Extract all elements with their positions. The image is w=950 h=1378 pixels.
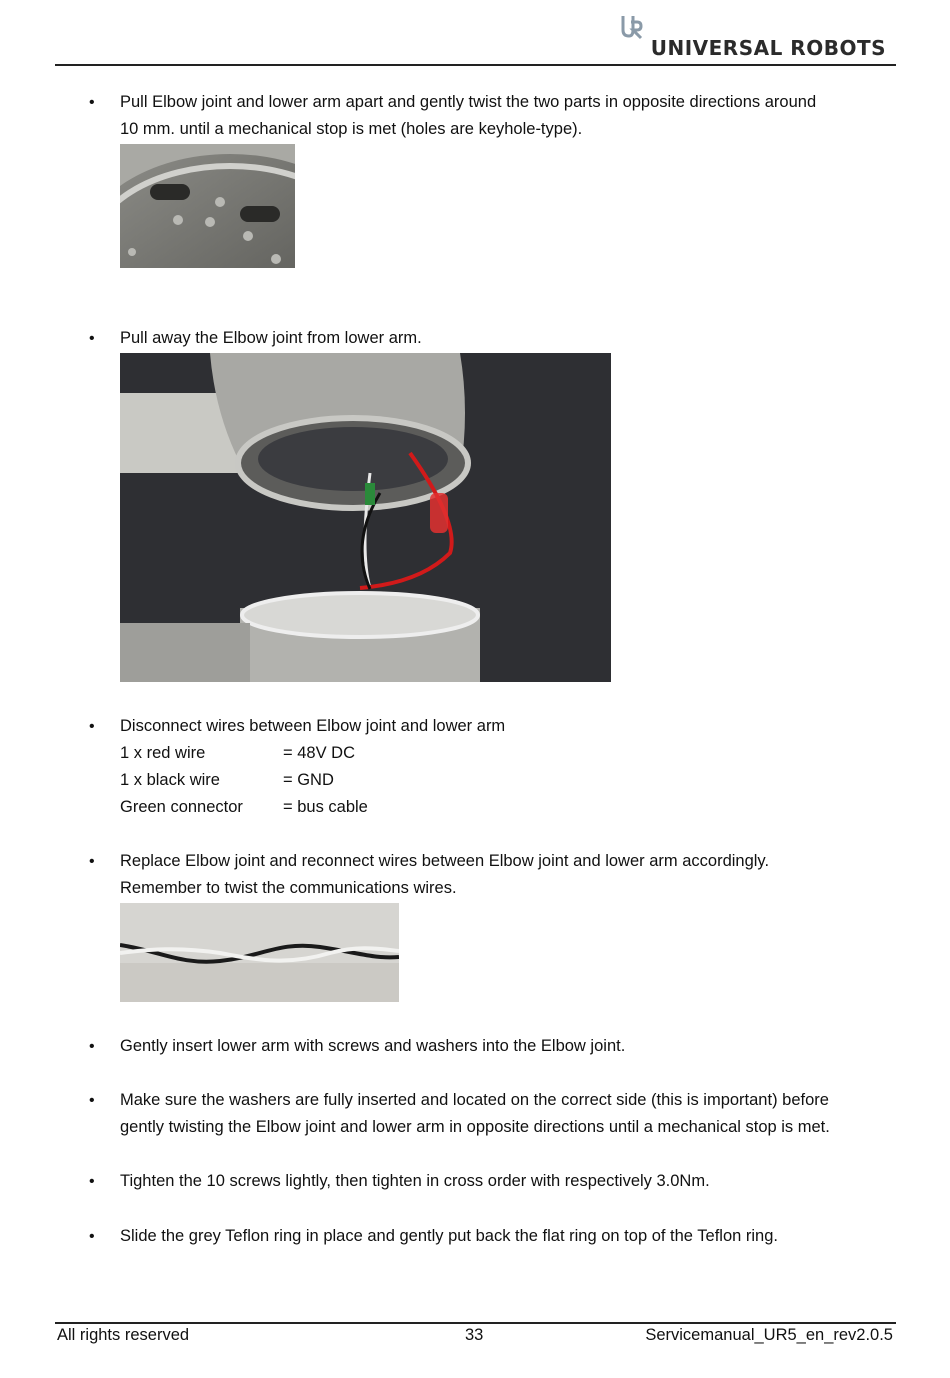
bullet: • [89,1228,95,1245]
keyhole-flange-photo [120,144,295,268]
logo-text: UNIVERSAL ROBOTS [650,36,886,60]
wire-value: = 48V DC [283,744,355,762]
step-8-line-1: Slide the grey Teflon ring in place and gently put back the flat ring on top of the Teflon ring. [120,1227,778,1245]
wire-row [120,740,355,767]
step-5-line-1: Gently insert lower arm with screws and washers into the Elbow joint. [120,1037,626,1055]
step-2-line-1: Pull away the Elbow joint from lower arm. [120,329,422,347]
footer-rights: All rights reserved [57,1326,190,1344]
wire-label: 1 x red wire [120,744,206,762]
step-7-line-1: Tighten the 10 screws lightly, then tighten in cross order with respectively 3.0Nm. [120,1172,710,1190]
wire-row [120,767,334,794]
step-6-line-2: gently twisting the Elbow joint and lower arm in opposite directions until a mechanical stop is met. [120,1118,830,1136]
bullet: • [89,853,95,870]
step-6-line-1: Make sure the washers are fully inserted and located on the correct side (this is important) before [120,1091,829,1109]
bullet: • [89,330,95,347]
brand-logo [623,14,886,58]
elbow-joint-separated-photo [120,353,611,682]
bullet: • [89,718,95,735]
header-divider [55,64,896,66]
bullet: • [89,1092,95,1109]
bullet: • [89,94,95,111]
twisted-wires-photo [120,903,399,1002]
wire-value: = GND [283,771,334,789]
page-number: 33 [465,1326,484,1344]
wire-row [120,794,368,821]
step-4-line-2: Remember to twist the communications wires. [120,879,457,897]
wire-value: = bus cable [283,798,368,816]
bullet: • [89,1038,95,1055]
wire-label: Green connector [120,798,243,816]
step-1-line-2: 10 mm. until a mechanical stop is met (holes are keyhole-type). [120,120,583,138]
footer-divider [55,1322,896,1324]
step-3-line-1: Disconnect wires between Elbow joint and lower arm [120,717,506,735]
step-1-line-1: Pull Elbow joint and lower arm apart and gently twist the two parts in opposite directions around [120,93,817,111]
document-id: Servicemanual_UR5_en_rev2.0.5 [645,1326,893,1344]
wire-label: 1 x black wire [120,771,220,789]
bullet: • [89,1173,95,1190]
step-4-line-1: Replace Elbow joint and reconnect wires between Elbow joint and lower arm accordingly. [120,852,770,870]
